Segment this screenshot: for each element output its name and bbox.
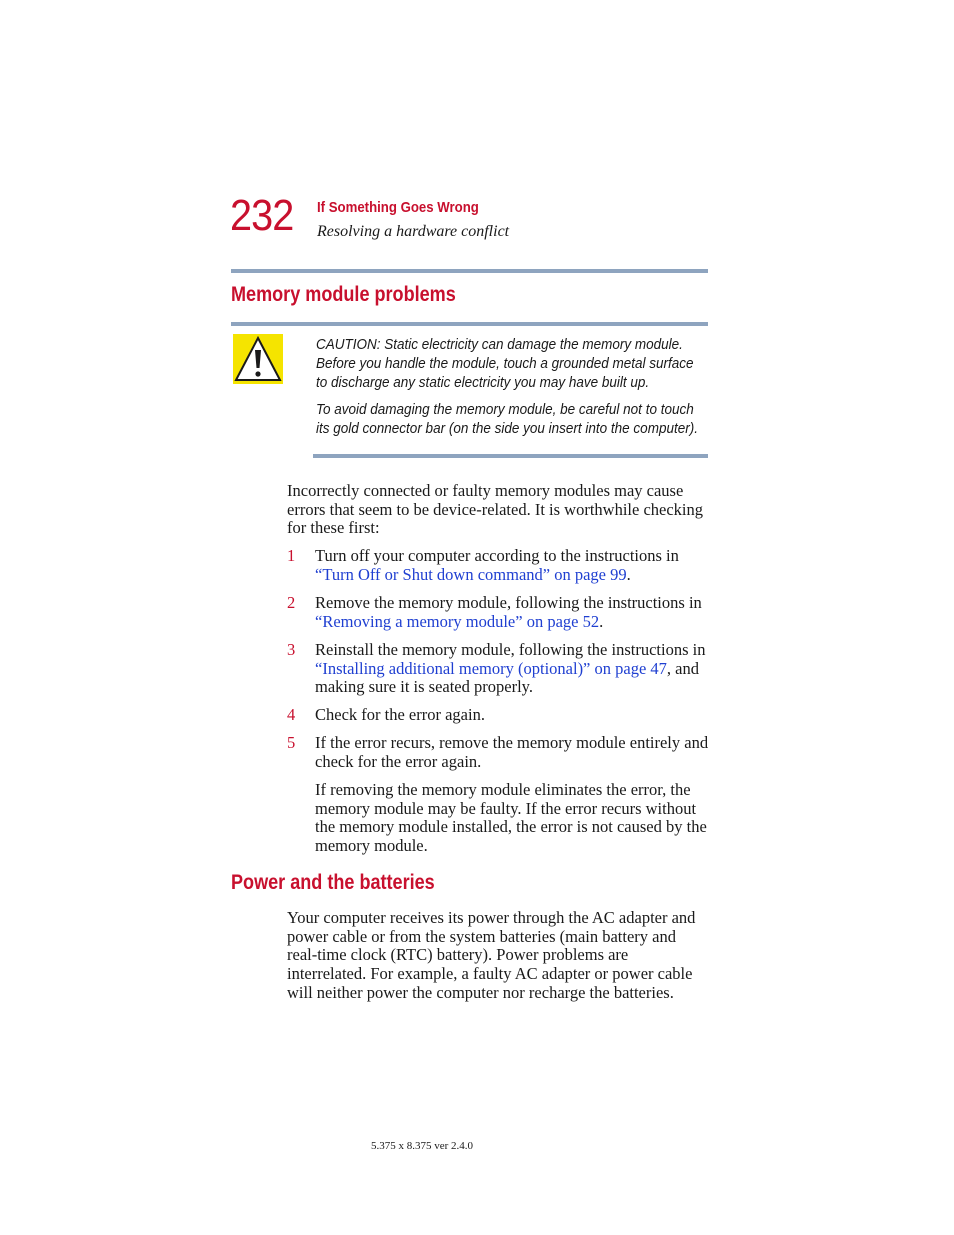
caution-bottom-divider (313, 454, 708, 458)
caution-paragraph: CAUTION: Static electricity can damage the memory module. Before you handle the module, touch a grounded metal surface to discharge any static electricity you may have built up. (316, 336, 694, 391)
step-text: Reinstall the memory module, following the instructions in “Installing additional memory (optional)” on page 47, and making sure it is seated properly. (315, 640, 706, 697)
section-subtitle: Resolving a hardware conflict (317, 223, 510, 240)
step-number: 1 (287, 546, 296, 565)
caution-top-divider (231, 322, 708, 326)
power-paragraph: Your computer receives its power through the AC adapter and power cable or from the system batteries (main battery and real-time clock (RTC) battery). Power problems are interrelated. For example, a faulty AC adapter or power cable will neither power the computer nor recharge the batteries. (287, 908, 696, 1002)
step-number: 4 (287, 705, 296, 724)
step-number: 5 (287, 733, 296, 752)
step-note-paragraph: If removing the memory module eliminates the error, the memory module may be faulty. If the error recurs without the memory module installed, the error is not caused by the memory module. (315, 780, 707, 856)
power-section-heading: Power and the batteries (231, 871, 435, 894)
warning-triangle-icon (233, 334, 283, 384)
step-text: If the error recurs, remove the memory module entirely and check for the error again. (315, 733, 709, 771)
step-text: Check for the error again. (315, 705, 485, 724)
link-turn-off-command[interactable]: “Turn Off or Shut down command” on page 99 (315, 564, 627, 584)
step-number: 2 (287, 593, 296, 612)
link-installing-additional-memory[interactable]: “Installing additional memory (optional)” on page 47 (315, 658, 667, 678)
page-footer: 5.375 x 8.375 ver 2.4.0 (371, 1140, 474, 1152)
step-text: Turn off your computer according to the instructions in “Turn Off or Shut down command” on page 99. (315, 546, 679, 584)
caution-paragraph: To avoid damaging the memory module, be careful not to touch its gold connector bar (on the side you insert into the computer). (316, 401, 698, 437)
step-text: Remove the memory module, following the instructions in “Removing a memory module” on page 52. (315, 593, 702, 631)
step-number: 3 (287, 640, 296, 659)
page-number: 232 (230, 191, 294, 240)
memory-intro-paragraph: Incorrectly connected or faulty memory modules may cause errors that seem to be device-related. It is worthwhile checking for these first: (287, 481, 704, 538)
section-divider (231, 269, 708, 273)
chapter-title: If Something Goes Wrong (317, 199, 479, 216)
memory-section-heading: Memory module problems (231, 283, 456, 306)
link-removing-memory-module[interactable]: “Removing a memory module” on page 52 (315, 611, 600, 631)
